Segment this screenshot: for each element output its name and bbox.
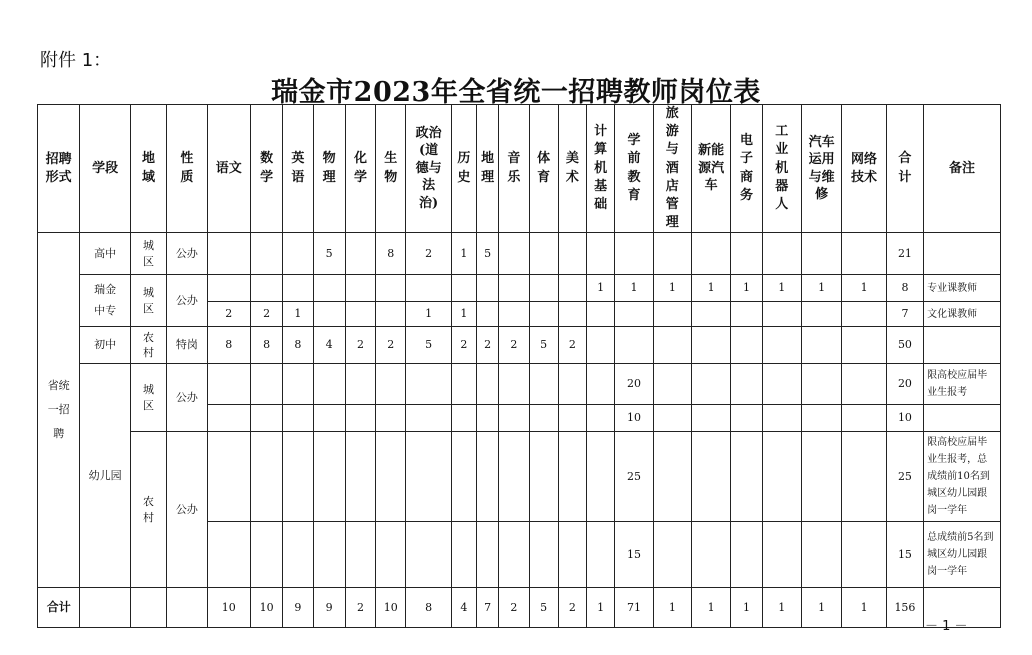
value-cell — [801, 522, 841, 588]
value-cell — [731, 405, 762, 432]
header-total: 合计 — [886, 105, 923, 233]
table-row — [38, 327, 1001, 364]
value-cell: 2 — [207, 302, 250, 327]
value-cell — [313, 522, 345, 588]
remark-cell: 专业课教师 — [924, 275, 1001, 302]
header-row — [38, 105, 1001, 233]
row-total-cell: 8 — [886, 275, 923, 302]
value-cell — [529, 522, 558, 588]
value-cell — [250, 233, 282, 275]
value-cell — [801, 405, 841, 432]
value-cell: 2 — [376, 327, 406, 364]
header-subject: 电子商务 — [731, 105, 762, 233]
value-cell — [499, 405, 529, 432]
empty-cell — [130, 588, 166, 628]
value-cell — [762, 522, 801, 588]
attachment-label: 附件 1： — [40, 50, 112, 71]
total-value-cell: 2 — [499, 588, 529, 628]
value-cell — [207, 275, 250, 302]
total-row — [38, 588, 1001, 628]
header-subject: 美术 — [558, 105, 586, 233]
value-cell — [653, 302, 691, 327]
value-cell — [731, 302, 762, 327]
value-cell: 1 — [283, 302, 313, 327]
value-cell: 10 — [615, 405, 653, 432]
value-cell — [345, 302, 375, 327]
total-label: 合计 — [38, 588, 80, 628]
value-cell — [731, 327, 762, 364]
value-cell — [731, 432, 762, 522]
remark-cell: 文化课教师 — [924, 302, 1001, 327]
value-cell: 5 — [529, 327, 558, 364]
value-cell — [477, 275, 499, 302]
value-cell — [451, 364, 476, 405]
header-remark: 备注 — [924, 105, 1001, 233]
value-cell — [801, 302, 841, 327]
value-cell — [283, 522, 313, 588]
total-value-cell: 10 — [207, 588, 250, 628]
header-subject: 政治(道德与法治) — [406, 105, 451, 233]
value-cell: 2 — [451, 327, 476, 364]
value-cell — [406, 364, 451, 405]
value-cell — [842, 302, 886, 327]
value-cell: 2 — [250, 302, 282, 327]
total-value-cell: 1 — [587, 588, 615, 628]
value-cell — [250, 432, 282, 522]
table-row — [38, 364, 1001, 405]
value-cell — [313, 302, 345, 327]
total-value-cell: 9 — [313, 588, 345, 628]
value-cell — [477, 302, 499, 327]
row-total-cell: 21 — [886, 233, 923, 275]
value-cell — [842, 327, 886, 364]
value-cell: 20 — [615, 364, 653, 405]
value-cell — [842, 233, 886, 275]
value-cell — [558, 522, 586, 588]
value-cell — [653, 364, 691, 405]
value-cell — [691, 405, 730, 432]
total-value-cell: 2 — [345, 588, 375, 628]
value-cell — [762, 233, 801, 275]
total-value-cell: 1 — [653, 588, 691, 628]
value-cell — [345, 522, 375, 588]
page-title: 瑞金市2023年全省统一招聘教师岗位表 — [271, 77, 761, 108]
remark-cell — [924, 405, 1001, 432]
region-cell: 城区 — [130, 364, 166, 432]
header-subject: 体育 — [529, 105, 558, 233]
row-total-cell: 50 — [886, 327, 923, 364]
empty-cell — [167, 588, 207, 628]
value-cell — [406, 432, 451, 522]
value-cell — [250, 405, 282, 432]
row-total-cell: 10 — [886, 405, 923, 432]
value-cell — [207, 432, 250, 522]
remark-cell: 限高校应届毕业生报考，总成绩前10名到城区幼儿园跟岗一学年 — [924, 432, 1001, 522]
recruitment-table — [37, 104, 1001, 628]
value-cell — [615, 327, 653, 364]
empty-cell — [80, 588, 130, 628]
total-value-cell: 1 — [842, 588, 886, 628]
value-cell — [842, 405, 886, 432]
header-subject: 音乐 — [499, 105, 529, 233]
value-cell — [653, 432, 691, 522]
value-cell — [558, 364, 586, 405]
value-cell: 2 — [499, 327, 529, 364]
nature-cell: 公办 — [167, 233, 207, 275]
value-cell — [451, 432, 476, 522]
value-cell — [762, 302, 801, 327]
value-cell — [587, 327, 615, 364]
value-cell: 2 — [558, 327, 586, 364]
value-cell — [801, 432, 841, 522]
value-cell: 1 — [587, 275, 615, 302]
stage-cell: 瑞金中专 — [80, 275, 130, 327]
header-nature: 性质 — [167, 105, 207, 233]
value-cell — [587, 522, 615, 588]
value-cell: 1 — [801, 275, 841, 302]
value-cell — [345, 405, 375, 432]
value-cell — [762, 432, 801, 522]
region-cell: 城区 — [130, 275, 166, 327]
stage-cell: 初中 — [80, 327, 130, 364]
value-cell — [406, 275, 451, 302]
total-value-cell: 1 — [731, 588, 762, 628]
value-cell — [558, 302, 586, 327]
value-cell: 8 — [283, 327, 313, 364]
value-cell — [558, 275, 586, 302]
value-cell — [283, 364, 313, 405]
value-cell — [477, 364, 499, 405]
row-total-cell: 15 — [886, 522, 923, 588]
value-cell — [691, 522, 730, 588]
header-subject: 工业机器人 — [762, 105, 801, 233]
value-cell — [376, 364, 406, 405]
row-total-cell: 20 — [886, 364, 923, 405]
page-number: － 1 － — [925, 619, 968, 634]
value-cell — [345, 432, 375, 522]
value-cell — [376, 275, 406, 302]
value-cell — [731, 522, 762, 588]
value-cell — [451, 405, 476, 432]
total-value-cell: 71 — [615, 588, 653, 628]
value-cell: 1 — [653, 275, 691, 302]
value-cell — [283, 275, 313, 302]
value-cell — [762, 327, 801, 364]
remark-cell — [924, 233, 1001, 275]
value-cell — [653, 522, 691, 588]
header-subject: 旅游与酒店管理 — [653, 105, 691, 233]
value-cell: 1 — [615, 275, 653, 302]
value-cell — [283, 233, 313, 275]
value-cell: 8 — [376, 233, 406, 275]
value-cell — [499, 275, 529, 302]
header-subject: 物理 — [313, 105, 345, 233]
value-cell: 1 — [731, 275, 762, 302]
value-cell — [376, 302, 406, 327]
value-cell — [499, 233, 529, 275]
value-cell — [653, 327, 691, 364]
remark-cell — [924, 327, 1001, 364]
value-cell: 1 — [762, 275, 801, 302]
value-cell — [691, 432, 730, 522]
value-cell — [345, 364, 375, 405]
value-cell — [842, 522, 886, 588]
value-cell — [313, 364, 345, 405]
header-subject: 化学 — [345, 105, 375, 233]
value-cell — [762, 405, 801, 432]
header-subject: 学前教育 — [615, 105, 653, 233]
header-subject: 计算机基础 — [587, 105, 615, 233]
value-cell — [653, 233, 691, 275]
total-value-cell: 5 — [529, 588, 558, 628]
nature-cell: 公办 — [167, 364, 207, 432]
value-cell — [587, 233, 615, 275]
value-cell — [207, 522, 250, 588]
value-cell: 5 — [313, 233, 345, 275]
header-subject: 网络技术 — [842, 105, 886, 233]
value-cell — [842, 364, 886, 405]
value-cell — [376, 405, 406, 432]
header-region: 地域 — [130, 105, 166, 233]
value-cell — [283, 405, 313, 432]
value-cell — [313, 432, 345, 522]
value-cell — [451, 522, 476, 588]
header-subject: 地理 — [477, 105, 499, 233]
value-cell — [691, 302, 730, 327]
region-cell: 农村 — [130, 327, 166, 364]
value-cell — [529, 302, 558, 327]
row-total-cell: 7 — [886, 302, 923, 327]
value-cell — [283, 432, 313, 522]
total-value-cell: 10 — [376, 588, 406, 628]
total-value-cell: 1 — [691, 588, 730, 628]
value-cell — [250, 364, 282, 405]
value-cell — [801, 233, 841, 275]
value-cell: 25 — [615, 432, 653, 522]
value-cell — [207, 405, 250, 432]
value-cell — [451, 275, 476, 302]
remark-cell: 总成绩前5名到城区幼儿园跟岗一学年 — [924, 522, 1001, 588]
value-cell — [691, 364, 730, 405]
value-cell — [615, 302, 653, 327]
value-cell — [587, 302, 615, 327]
value-cell — [313, 275, 345, 302]
table-row — [38, 233, 1001, 275]
value-cell — [615, 233, 653, 275]
header-form: 招聘形式 — [38, 105, 80, 233]
value-cell — [376, 432, 406, 522]
value-cell — [529, 233, 558, 275]
value-cell — [499, 432, 529, 522]
value-cell — [313, 405, 345, 432]
value-cell — [376, 522, 406, 588]
value-cell: 1 — [451, 302, 476, 327]
value-cell — [477, 522, 499, 588]
region-cell: 农村 — [130, 432, 166, 588]
value-cell — [653, 405, 691, 432]
table-row — [38, 275, 1001, 302]
nature-cell: 特岗 — [167, 327, 207, 364]
value-cell — [801, 327, 841, 364]
value-cell: 8 — [250, 327, 282, 364]
header-subject: 英语 — [283, 105, 313, 233]
nature-cell: 公办 — [167, 275, 207, 327]
value-cell: 2 — [345, 327, 375, 364]
value-cell — [499, 364, 529, 405]
value-cell — [691, 233, 730, 275]
total-value-cell: 4 — [451, 588, 476, 628]
row-total-cell: 25 — [886, 432, 923, 522]
total-value-cell: 7 — [477, 588, 499, 628]
value-cell: 2 — [477, 327, 499, 364]
value-cell: 8 — [207, 327, 250, 364]
value-cell — [406, 522, 451, 588]
value-cell — [529, 432, 558, 522]
header-subject: 生物 — [376, 105, 406, 233]
value-cell: 1 — [842, 275, 886, 302]
total-value-cell: 1 — [801, 588, 841, 628]
header-stage: 学段 — [80, 105, 130, 233]
header-subject: 数学 — [250, 105, 282, 233]
value-cell: 15 — [615, 522, 653, 588]
value-cell: 2 — [406, 233, 451, 275]
value-cell — [762, 364, 801, 405]
value-cell — [731, 233, 762, 275]
value-cell — [529, 405, 558, 432]
value-cell — [558, 432, 586, 522]
value-cell — [587, 432, 615, 522]
remark-cell: 限高校应届毕业生报考 — [924, 364, 1001, 405]
value-cell: 1 — [691, 275, 730, 302]
value-cell — [345, 275, 375, 302]
value-cell — [406, 405, 451, 432]
header-subject: 新能源汽车 — [691, 105, 730, 233]
value-cell — [587, 364, 615, 405]
form-cell: 省统一招聘 — [38, 233, 80, 588]
total-value-cell: 9 — [283, 588, 313, 628]
value-cell — [529, 275, 558, 302]
total-value-cell: 1 — [762, 588, 801, 628]
value-cell — [558, 233, 586, 275]
table-row — [38, 432, 1001, 522]
value-cell — [499, 522, 529, 588]
value-cell — [250, 522, 282, 588]
value-cell — [558, 405, 586, 432]
total-value-cell: 10 — [250, 588, 282, 628]
stage-cell: 幼儿园 — [80, 364, 130, 588]
value-cell — [477, 432, 499, 522]
value-cell — [691, 327, 730, 364]
header-subject: 语文 — [207, 105, 250, 233]
value-cell — [842, 432, 886, 522]
value-cell — [250, 275, 282, 302]
value-cell — [801, 364, 841, 405]
value-cell — [529, 364, 558, 405]
value-cell — [477, 405, 499, 432]
value-cell — [587, 405, 615, 432]
value-cell: 1 — [451, 233, 476, 275]
header-subject: 汽车运用与维修 — [801, 105, 841, 233]
value-cell — [207, 364, 250, 405]
stage-cell: 高中 — [80, 233, 130, 275]
total-value-cell: 8 — [406, 588, 451, 628]
total-value-cell: 2 — [558, 588, 586, 628]
value-cell — [345, 233, 375, 275]
value-cell — [731, 364, 762, 405]
grand-total-cell: 156 — [886, 588, 923, 628]
value-cell: 4 — [313, 327, 345, 364]
value-cell: 5 — [477, 233, 499, 275]
region-cell: 城区 — [130, 233, 166, 275]
value-cell: 1 — [406, 302, 451, 327]
value-cell — [207, 233, 250, 275]
header-subject: 历史 — [451, 105, 476, 233]
nature-cell: 公办 — [167, 432, 207, 588]
value-cell: 5 — [406, 327, 451, 364]
value-cell — [499, 302, 529, 327]
